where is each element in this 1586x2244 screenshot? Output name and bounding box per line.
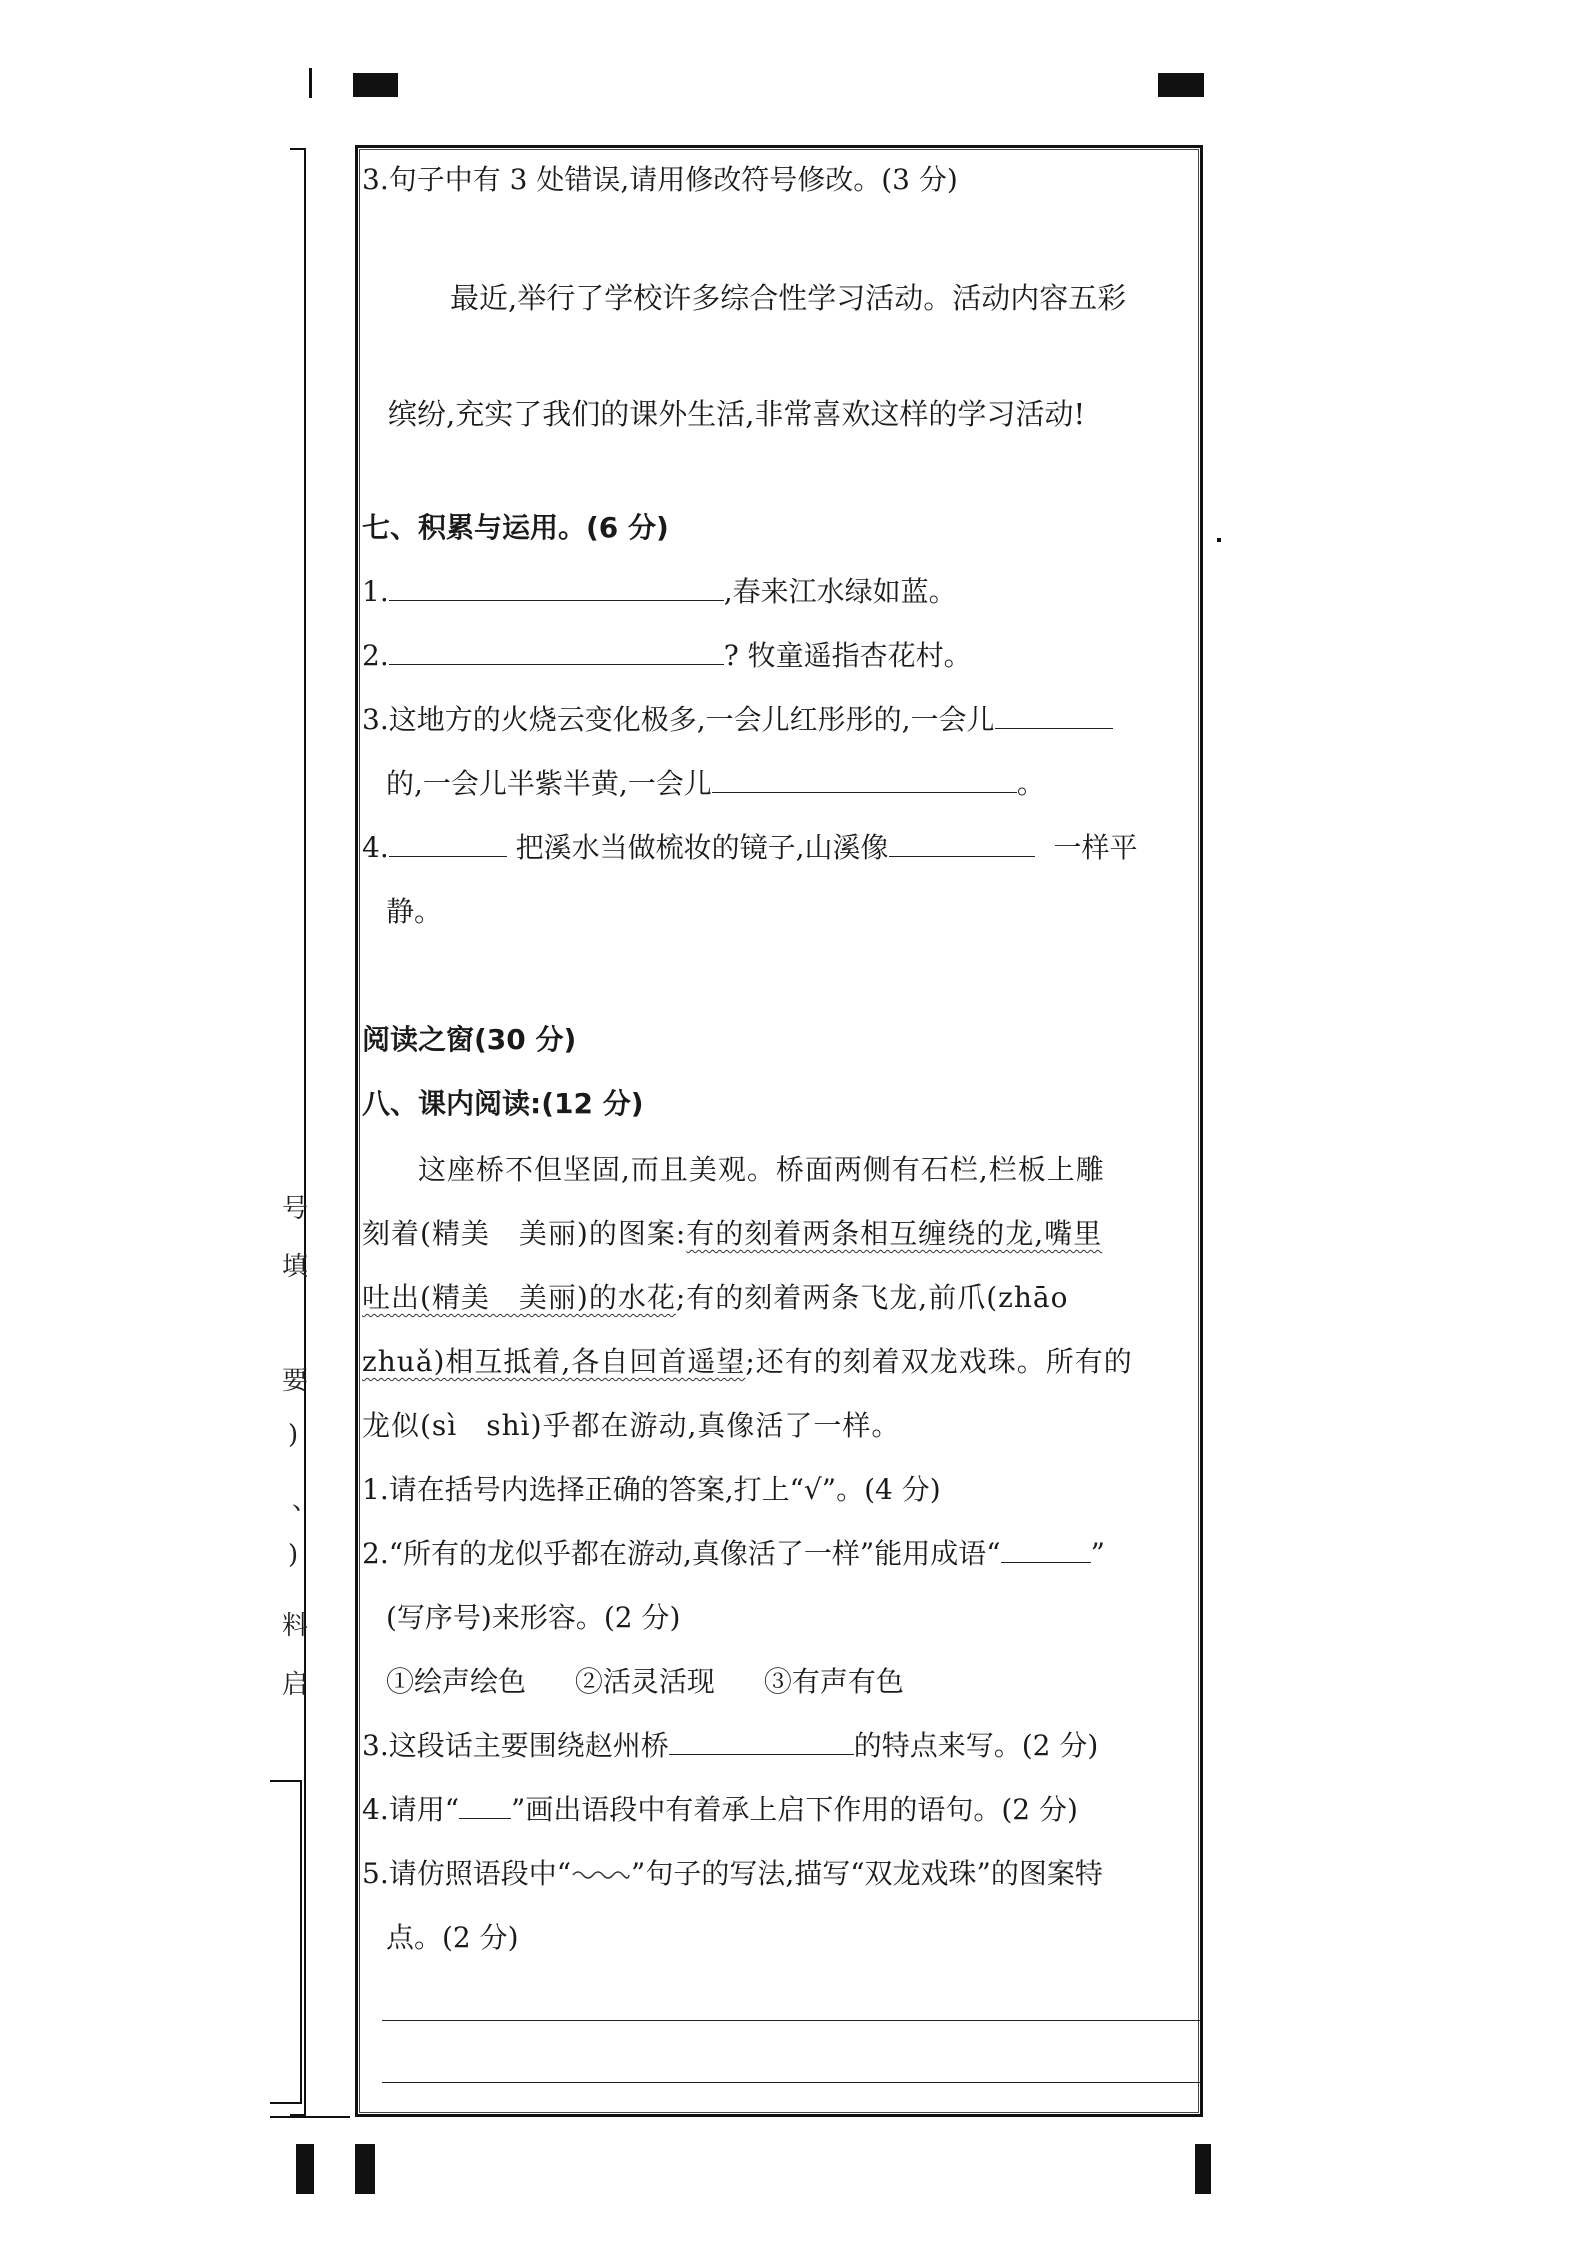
registration-mark-bottom-left-1 — [296, 2144, 314, 2194]
q2-close-quote: ” — [1090, 1537, 1105, 1570]
option-1: ①绘声绘色 — [386, 1665, 527, 1698]
sidebar-char: ) — [288, 1540, 299, 1570]
fill-blank[interactable] — [389, 828, 507, 857]
registration-mark-bottom-left-2 — [355, 2144, 375, 2194]
answer-line[interactable] — [382, 2082, 1200, 2083]
error-sentence-line-1: 最近,举行了学校许多综合性学习活动。活动内容五彩 — [450, 281, 1127, 315]
q3-line-1-text: 3.这地方的火烧云变化极多,一会儿红彤彤的,一会儿 — [362, 703, 995, 736]
sidebar-char: 、 — [292, 1486, 319, 1516]
answer-line[interactable] — [382, 2020, 1200, 2021]
reading-section-title: 阅读之窗(30 分) — [362, 1023, 577, 1056]
sidebar-char: 号 — [282, 1194, 309, 1224]
passage-line-5: 龙似(sì shì)乎都在游动,真像活了一样。 — [362, 1409, 901, 1442]
margin-baseline — [270, 2116, 350, 2118]
wavy-line-sample — [571, 1852, 631, 1892]
q4-text: 4.请用“ — [362, 1793, 460, 1826]
q3-tail: 的特点来写。(2 分) — [853, 1729, 1099, 1762]
q4-number: 4. — [362, 831, 389, 864]
section-7-q4 — [362, 828, 1137, 868]
q3-line-2-end: 。 — [1016, 767, 1045, 800]
section-7-q2 — [362, 636, 972, 676]
passage-line-4 — [362, 1342, 1133, 1382]
option-3: ③有声有色 — [763, 1665, 904, 1698]
wavy-underlined-sentence: 有的刻着两条相互缠绕的龙,嘴里 — [686, 1217, 1103, 1250]
fill-blank[interactable] — [669, 1726, 854, 1755]
registration-mark-top-left — [353, 73, 398, 97]
q2-number: 2. — [362, 639, 389, 672]
passage-line-2 — [362, 1214, 1102, 1254]
option-2: ②活灵活现 — [574, 1665, 715, 1698]
passage-line-2-start: 刻着(精美 美丽)的图案: — [362, 1217, 687, 1250]
reading-q5-line-2: 点。(2 分) — [386, 1921, 519, 1954]
wavy-underlined-sentence: zhuǎ)相互抵着,各自回首遥望 — [362, 1345, 746, 1378]
reading-q4 — [362, 1790, 1078, 1830]
reading-q2-line-2: (写序号)来形容。(2 分) — [386, 1601, 681, 1634]
q1-number: 1. — [362, 575, 389, 608]
sidebar-char: 启 — [282, 1670, 309, 1700]
question-6-3-prompt: 3.句子中有 3 处错误,请用修改符号修改。(3 分) — [362, 163, 958, 196]
q5-tail: ”句子的写法,描写“双龙戏珠”的图案特 — [631, 1857, 1103, 1890]
fill-blank[interactable] — [995, 700, 1113, 729]
fill-blank[interactable] — [1001, 1534, 1091, 1563]
passage-line-3 — [362, 1278, 1068, 1318]
fill-blank[interactable] — [389, 636, 724, 665]
q1-tail: ,春来江水绿如蓝。 — [723, 575, 957, 608]
passage-line-1: 这座桥不但坚固,而且美观。桥面两侧有石栏,栏板上雕 — [418, 1153, 1105, 1186]
q5-text: 5.请仿照语段中“ — [362, 1857, 572, 1890]
reading-q2-options — [386, 1662, 904, 1702]
reading-q2-line-1 — [362, 1534, 1105, 1574]
q2-tail: ? 牧童遥指杏花村。 — [723, 639, 972, 672]
sidebar-char: 要 — [282, 1366, 309, 1396]
section-8-title: 八、课内阅读:(12 分) — [362, 1087, 644, 1120]
section-7-q3-line-1 — [362, 700, 1113, 740]
stray-dot — [1217, 538, 1221, 542]
q3-line-2-text: 的,一会儿半紫半黄,一会儿 — [386, 767, 712, 800]
passage-line-3-end: ;有的刻着两条飞龙,前爪(zhāo — [675, 1281, 1069, 1314]
underline-sample — [459, 1790, 511, 1819]
q3-text: 3.这段话主要围绕赵州桥 — [362, 1729, 669, 1762]
reading-q3 — [362, 1726, 1098, 1766]
margin-bracket-bottom — [270, 1780, 302, 2104]
sidebar-char: 填 — [282, 1252, 309, 1282]
q4-middle: 把溪水当做梳妆的镜子,山溪像 — [515, 831, 889, 864]
reading-q5 — [362, 1854, 1103, 1894]
section-7-q4-line-2: 静。 — [386, 895, 443, 928]
wavy-underlined-sentence: 吐出(精美 美丽)的水花 — [362, 1281, 676, 1314]
q4-tail: ”画出语段中有着承上启下作用的语句。(2 分) — [511, 1793, 1078, 1826]
error-sentence-line-2: 缤纷,充实了我们的课外生活,非常喜欢这样的学习活动! — [388, 397, 1086, 431]
q4-tail: 一样平 — [1053, 831, 1138, 864]
section-7-q3-line-2 — [386, 764, 1045, 804]
registration-mark-top-right — [1158, 73, 1204, 97]
sidebar-char: ) — [288, 1420, 299, 1450]
passage-line-4-end: ;还有的刻着双龙戏珠。所有的 — [745, 1345, 1133, 1378]
q2-text: 2.“所有的龙似乎都在游动,真像活了一样”能用成语“ — [362, 1537, 1001, 1570]
reading-q1: 1.请在括号内选择正确的答案,打上“√”。(4 分) — [362, 1473, 941, 1506]
registration-mark-bottom-right — [1195, 2144, 1211, 2194]
fill-blank[interactable] — [389, 572, 724, 601]
sidebar-char: 料 — [282, 1611, 309, 1641]
registration-mark-top-left-bar — [309, 68, 312, 98]
fill-blank[interactable] — [889, 828, 1035, 857]
fill-blank[interactable] — [712, 764, 1017, 793]
section-7-title: 七、积累与运用。(6 分) — [362, 511, 669, 544]
section-7-q1 — [362, 572, 957, 612]
